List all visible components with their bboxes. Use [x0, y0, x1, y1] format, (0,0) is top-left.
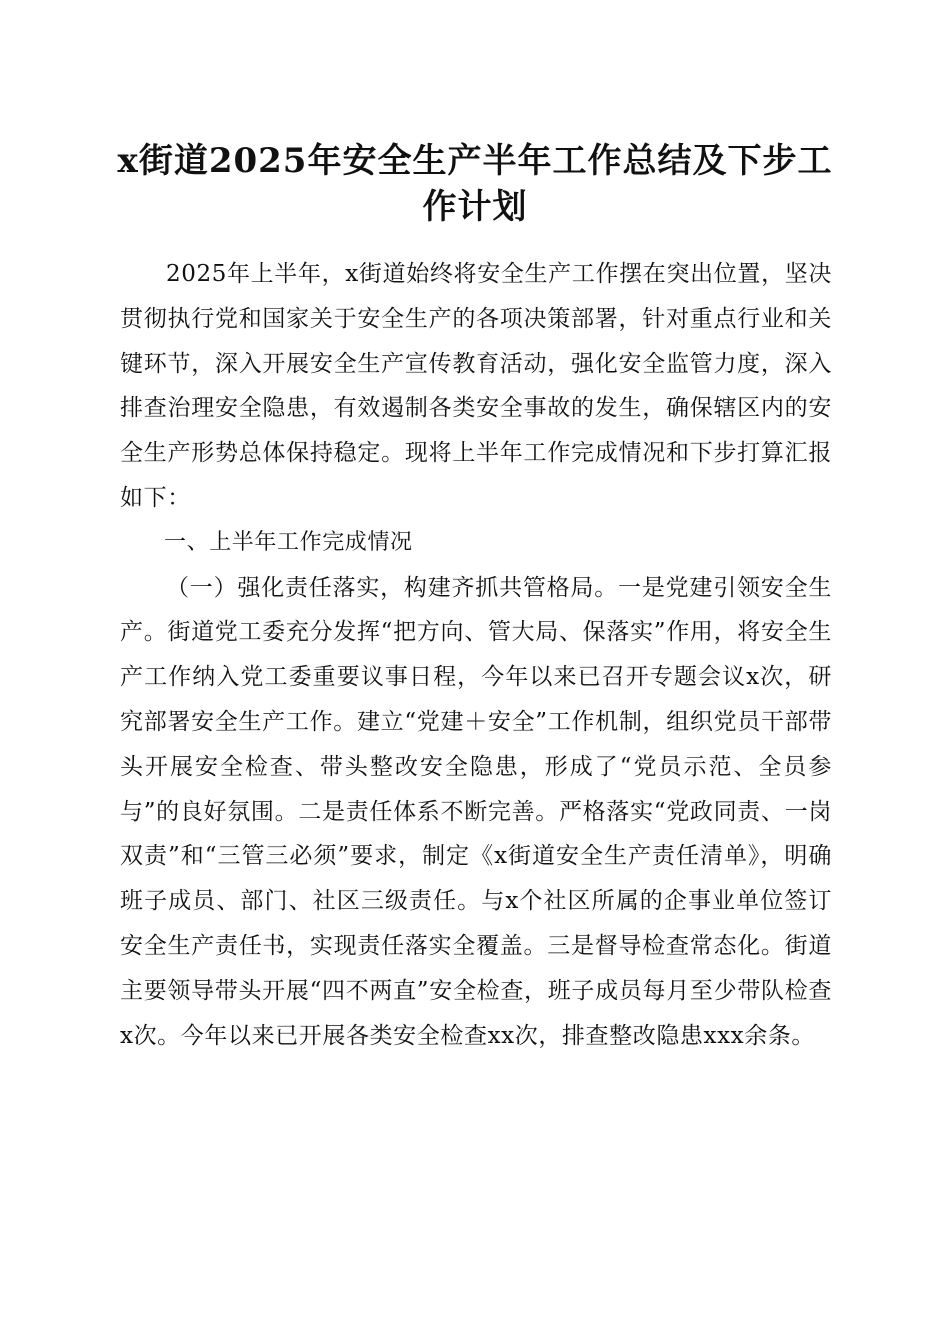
section-paragraph: （一）强化责任落实，构建齐抓共管格局。一是党建引领安全生产。街道党工委充分发挥“把方向、管大局、保落实”作用，将安全生产工作纳入党工委重要议事日程，今年以来已召开专题会议x次，研究部署安全生产工作。建立“党建＋安全”工作机制，组织党员干部带头开展安全检查、带头整改安全隐患，形成了“党员示范、全员参与”的良好氛围。二是责任体系不断完善。严格落实“党政同责、一岗双责”和“三管三必须”要求，制定《x街道安全生产责任清单》，明确班子成员、部门、社区三级责任。与x个社区所属的企事业单位签订安全生产责任书，实现责任落实全覆盖。三是督导检查常态化。街道主要领导带头开展“四不两直”安全检查，班子成员每月至少带队检查x次。今年以来已开展各类安全检查xx次，排查整改隐患xxx余条。 [120, 574, 832, 1049]
document-body [120, 252, 832, 1058]
intro-paragraph: 2025年上半年，x街道始终将安全生产工作摆在突出位置，坚决贯彻执行党和国家关于安全生产的各项决策部署，针对重点行业和关键环节，深入开展安全生产宣传教育活动，强化安全监管力度，深入排查治理安全隐患，有效遏制各类安全事故的发生，确保辖区内的安全生产形势总体保持稳定。现将上半年工作完成情况和下步打算汇报如下： [120, 261, 832, 511]
section-heading: 一、上半年工作完成情况 [164, 529, 413, 555]
document-title: x街道2025年安全生产半年工作总结及下步工作计划 [117, 141, 833, 227]
